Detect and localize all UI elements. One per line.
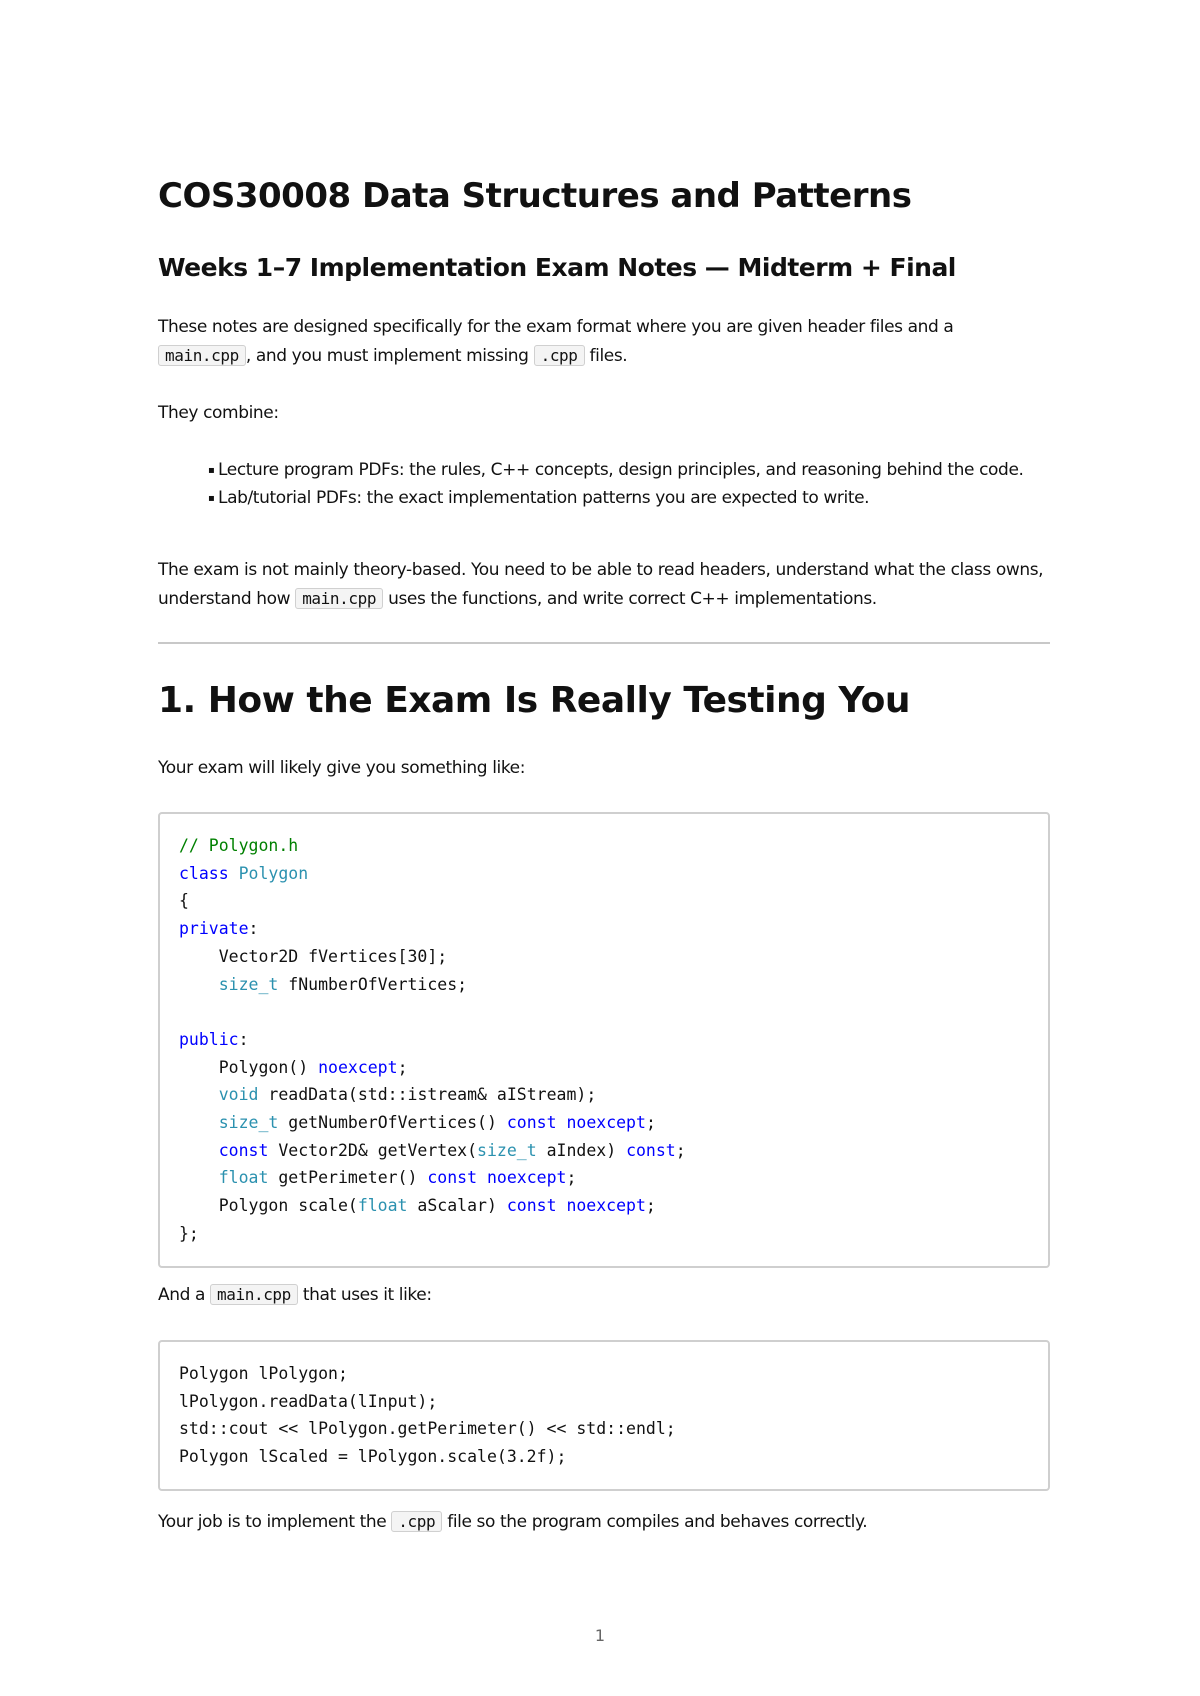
code-token: lPolygon.readData(lInput); (179, 1391, 438, 1411)
code-block-main (158, 1340, 1050, 1491)
code-token: ; (566, 1168, 577, 1188)
code-token: getNumberOfVertices() (278, 1113, 507, 1133)
text: And a (158, 1285, 211, 1305)
code-token: const (626, 1140, 676, 1160)
text: that uses it like: (297, 1285, 432, 1305)
code-token: ; (645, 1196, 656, 1216)
code-line (179, 915, 1029, 943)
code-token: const (506, 1113, 557, 1133)
code-line (179, 832, 1029, 860)
code-token: size_t (218, 974, 279, 994)
code-token: size_t (218, 1113, 279, 1133)
code-token: Vector2D fVertices[30]; (179, 946, 448, 966)
combine-text: They combine: (158, 403, 279, 423)
text: These notes are designed specifically for the exam format where you are given header files and a (158, 317, 954, 337)
document-title: COS30008 Data Structures and Patterns (158, 176, 912, 216)
bullet-list (158, 457, 1050, 512)
code-line (179, 943, 1029, 971)
code-block-header (158, 812, 1050, 1268)
inline-code: main.cpp (210, 1284, 298, 1305)
list-item: ▪ Lab/tutorial PDFs: the exact implementation patterns you are expected to write. (208, 485, 1050, 513)
code-token: std::cout << lPolygon.getPerimeter() << std::endl; (179, 1419, 676, 1439)
code-token: { (179, 891, 189, 911)
code-line (179, 1137, 1029, 1165)
code-token: aScalar) (407, 1196, 507, 1216)
code-token (557, 1113, 567, 1132)
code-token: ; (397, 1057, 408, 1077)
code-token: Vector2D& getVertex( (268, 1140, 478, 1160)
code-line (179, 1415, 1029, 1443)
inline-code: main.cpp (295, 588, 383, 609)
code-line (179, 1443, 1029, 1471)
code-token: float (357, 1196, 408, 1216)
code-line (179, 1192, 1029, 1220)
text: uses the functions, and write correct C++ implementations. (383, 588, 877, 609)
code (179, 1360, 1029, 1471)
code-token: ; (645, 1113, 656, 1133)
code-token: const (506, 1196, 557, 1216)
code-line (179, 860, 1029, 888)
code-token: size_t (477, 1140, 537, 1160)
code (179, 832, 1029, 1248)
inline-code: .cpp (534, 345, 585, 366)
code-token: void (218, 1085, 259, 1105)
code-token: noexcept (486, 1168, 567, 1188)
code-token: class (179, 863, 239, 883)
code-token: const (218, 1140, 269, 1160)
code-line (179, 1220, 1029, 1248)
code-token: }; (179, 1223, 199, 1243)
code-token: noexcept (566, 1196, 646, 1216)
text: Your job is to implement the (158, 1512, 392, 1532)
code-token: // Polygon.h (179, 836, 299, 855)
code-line (179, 1026, 1029, 1054)
and-paragraph (158, 1281, 1050, 1310)
code-token: : (248, 919, 259, 939)
code-token: aIndex) (536, 1140, 627, 1160)
code-line (179, 971, 1029, 999)
code-line (179, 1388, 1029, 1416)
code-line (179, 1054, 1029, 1082)
inline-code: .cpp (391, 1511, 442, 1532)
text: , and you must implement missing (245, 345, 534, 366)
code-token: noexcept (566, 1113, 646, 1133)
job-paragraph (158, 1508, 1050, 1537)
code-token: Polygon scale( (179, 1196, 358, 1216)
code-token: float (218, 1168, 269, 1188)
section-lead: Your exam will likely give you something like: (158, 758, 526, 778)
code-line (179, 1360, 1029, 1388)
text: file so the program compiles and behaves correctly. (442, 1512, 868, 1532)
code-token: public (179, 1029, 239, 1049)
divider (158, 642, 1050, 644)
code-token: Polygon (238, 863, 309, 883)
code-token (179, 975, 219, 994)
code-token (179, 1085, 219, 1104)
code-token: readData(std::istream& aIStream); (258, 1085, 597, 1105)
code-token: fNumberOfVertices; (278, 974, 468, 994)
page-number: 1 (594, 1626, 606, 1645)
code-token: Polygon lScaled = lPolygon.scale(3.2f); (179, 1447, 567, 1467)
code-line (179, 1081, 1029, 1109)
list-item: ▪ Lecture program PDFs: the rules, C++ concepts, design principles, and reasoning behind the code. (208, 457, 1050, 485)
code-token: Polygon lPolygon; (179, 1364, 348, 1383)
code-line (179, 998, 1029, 1026)
exam-paragraph (158, 557, 1050, 613)
code-line (179, 1164, 1029, 1192)
code-token: Polygon() (179, 1057, 319, 1077)
code-token: noexcept (318, 1057, 398, 1077)
text: files. (584, 345, 628, 366)
text: The exam is not mainly theory-based. You need to be able to read headers, understand what the class owns, understand how (158, 560, 1044, 609)
code-token (477, 1168, 487, 1187)
code-token: const (427, 1168, 478, 1188)
code-token (179, 1168, 219, 1187)
code-token: ; (675, 1140, 686, 1160)
code-token (557, 1196, 567, 1215)
section-heading: 1. How the Exam Is Really Testing You (158, 680, 911, 721)
inline-code: main.cpp (158, 345, 246, 366)
code-line (179, 887, 1029, 915)
document-subtitle: Weeks 1–7 Implementation Exam Notes — Midterm + Final (158, 253, 956, 282)
code-line (179, 1109, 1029, 1137)
code-token (179, 1141, 219, 1160)
code-token: getPerimeter() (268, 1168, 428, 1188)
code-token: : (238, 1029, 249, 1049)
code-token: private (179, 919, 249, 939)
code-token (179, 1113, 219, 1132)
intro-paragraph (158, 314, 1050, 370)
